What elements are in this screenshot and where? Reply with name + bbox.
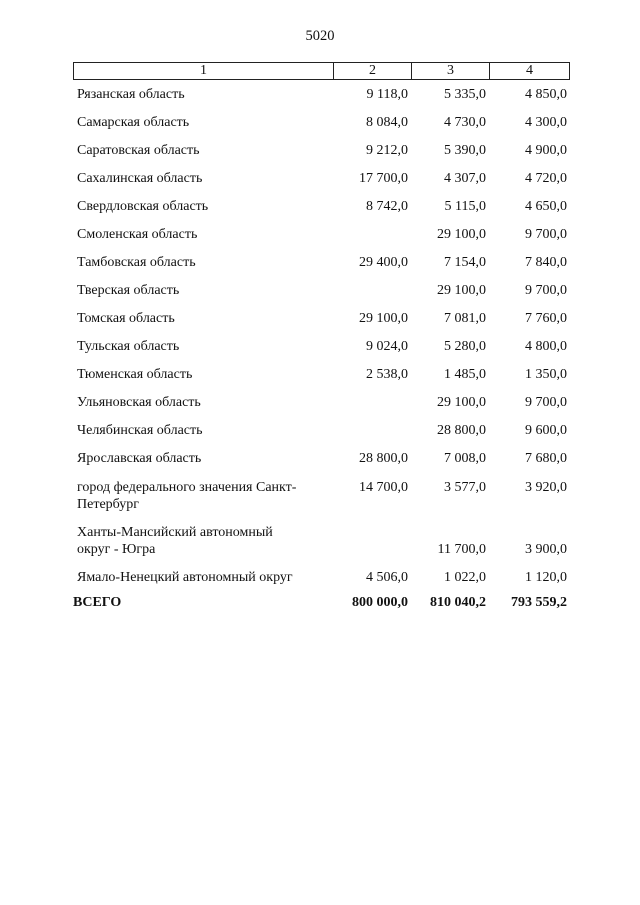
- table-row: [0, 479, 640, 497]
- total-value-col-3: 810 040,2: [430, 595, 486, 610]
- row-value-col-4: 9 700,0: [525, 395, 567, 410]
- table-row: [0, 524, 640, 542]
- row-value-col-4: 4 720,0: [525, 171, 567, 186]
- table-header: [73, 62, 570, 80]
- table-row: [0, 282, 640, 300]
- row-label-line-2: Петербург: [77, 497, 139, 512]
- row-value-col-4: 4 800,0: [525, 339, 567, 354]
- row-value-col-3: 4 730,0: [444, 115, 486, 130]
- row-value-col-4: 7 760,0: [525, 311, 567, 326]
- table-row: [0, 569, 640, 587]
- row-value-col-4: 7 840,0: [525, 255, 567, 270]
- row-label: Ульяновская область: [77, 395, 201, 410]
- row-value-col-4: 9 600,0: [525, 423, 567, 438]
- row-label: Самарская область: [77, 115, 190, 130]
- row-label: Тамбовская область: [77, 255, 196, 270]
- table-row: [0, 86, 640, 104]
- table-row: [0, 142, 640, 160]
- row-label: Смоленская область: [77, 227, 198, 242]
- header-col-4: 4: [526, 63, 533, 78]
- row-label: Свердловская область: [77, 199, 209, 214]
- page-number: 5020: [305, 28, 335, 44]
- row-value-col-2: 9 024,0: [366, 339, 408, 354]
- row-value-col-3: 29 100,0: [437, 227, 486, 242]
- row-value-col-4: 4 300,0: [525, 115, 567, 130]
- row-label: Саратовская область: [77, 143, 200, 158]
- total-label: ВСЕГО: [73, 595, 122, 610]
- table-row: [0, 114, 640, 132]
- row-value-col-4: 4 850,0: [525, 87, 567, 102]
- row-value-col-2: 9 212,0: [366, 143, 408, 158]
- header-col-3: 3: [412, 63, 490, 79]
- row-value-col-3: 7 008,0: [444, 451, 486, 466]
- header-col-2: 2: [334, 63, 412, 79]
- table-row-continuation: [0, 496, 640, 514]
- total-value-col-4: 793 559,2: [511, 595, 567, 610]
- row-label-line-1: Ханты-Мансийский автономный: [77, 525, 273, 540]
- table-row: [0, 366, 640, 384]
- table-row-continuation: [0, 541, 640, 559]
- row-value-col-2: 29 100,0: [359, 311, 408, 326]
- row-value-col-3: 5 280,0: [444, 339, 486, 354]
- row-value-col-2: 8 742,0: [366, 199, 408, 214]
- row-value-col-3: 28 800,0: [437, 423, 486, 438]
- total-value-col-2: 800 000,0: [352, 595, 408, 610]
- row-value-col-4: 4 900,0: [525, 143, 567, 158]
- row-value-col-3: 3 577,0: [444, 480, 486, 495]
- row-value-col-2: 14 700,0: [359, 480, 408, 495]
- row-value-col-2: 29 400,0: [359, 255, 408, 270]
- row-value-col-3: 5 390,0: [444, 143, 486, 158]
- row-value-col-2: 8 084,0: [366, 115, 408, 130]
- row-value-col-4: 1 120,0: [525, 570, 567, 585]
- row-label: Тверская область: [77, 283, 180, 298]
- row-value-col-2: 28 800,0: [359, 451, 408, 466]
- row-value-col-2: 17 700,0: [359, 171, 408, 186]
- row-value-col-3: 5 335,0: [444, 87, 486, 102]
- row-value-col-2: 2 538,0: [366, 367, 408, 382]
- row-value-col-3: 7 154,0: [444, 255, 486, 270]
- row-value-col-3: 29 100,0: [437, 395, 486, 410]
- row-value-col-2: 4 506,0: [366, 570, 408, 585]
- table-row: [0, 198, 640, 216]
- row-value-col-3: 4 307,0: [444, 171, 486, 186]
- row-label: Сахалинская область: [77, 171, 203, 186]
- table-row: [0, 254, 640, 272]
- row-value-col-4: 3 900,0: [525, 542, 567, 557]
- row-label: Тульская область: [77, 339, 180, 354]
- row-label: Ямало-Ненецкий автономный округ: [77, 570, 293, 585]
- total-row: [0, 594, 640, 612]
- row-value-col-4: 3 920,0: [525, 480, 567, 495]
- row-label: Тюменская область: [77, 367, 193, 382]
- row-label: Томская область: [77, 311, 175, 326]
- row-value-col-3: 5 115,0: [444, 199, 486, 214]
- header-col-1: 1: [74, 63, 334, 79]
- row-value-col-3: 29 100,0: [437, 283, 486, 298]
- table-row: [0, 338, 640, 356]
- row-value-col-3: 7 081,0: [444, 311, 486, 326]
- table-row: [0, 310, 640, 328]
- row-value-col-3: 1 485,0: [444, 367, 486, 382]
- table-row: [0, 422, 640, 440]
- row-label: Челябинская область: [77, 423, 203, 438]
- row-value-col-4: 4 650,0: [525, 199, 567, 214]
- table-row: [0, 170, 640, 188]
- row-label-line-2: округ - Югра: [77, 542, 156, 557]
- row-value-col-4: 9 700,0: [525, 227, 567, 242]
- row-label: Ярославская область: [77, 451, 202, 466]
- row-value-col-2: 9 118,0: [366, 87, 408, 102]
- row-label-line-1: город федерального значения Санкт-: [77, 480, 297, 495]
- row-value-col-4: 1 350,0: [525, 367, 567, 382]
- table-row: [0, 450, 640, 468]
- table-row: [0, 226, 640, 244]
- row-value-col-4: 7 680,0: [525, 451, 567, 466]
- table-row: [0, 394, 640, 412]
- row-value-col-3: 11 700,0: [437, 542, 486, 557]
- row-value-col-3: 1 022,0: [444, 570, 486, 585]
- row-value-col-4: 9 700,0: [525, 283, 567, 298]
- row-label: Рязанская область: [77, 87, 185, 102]
